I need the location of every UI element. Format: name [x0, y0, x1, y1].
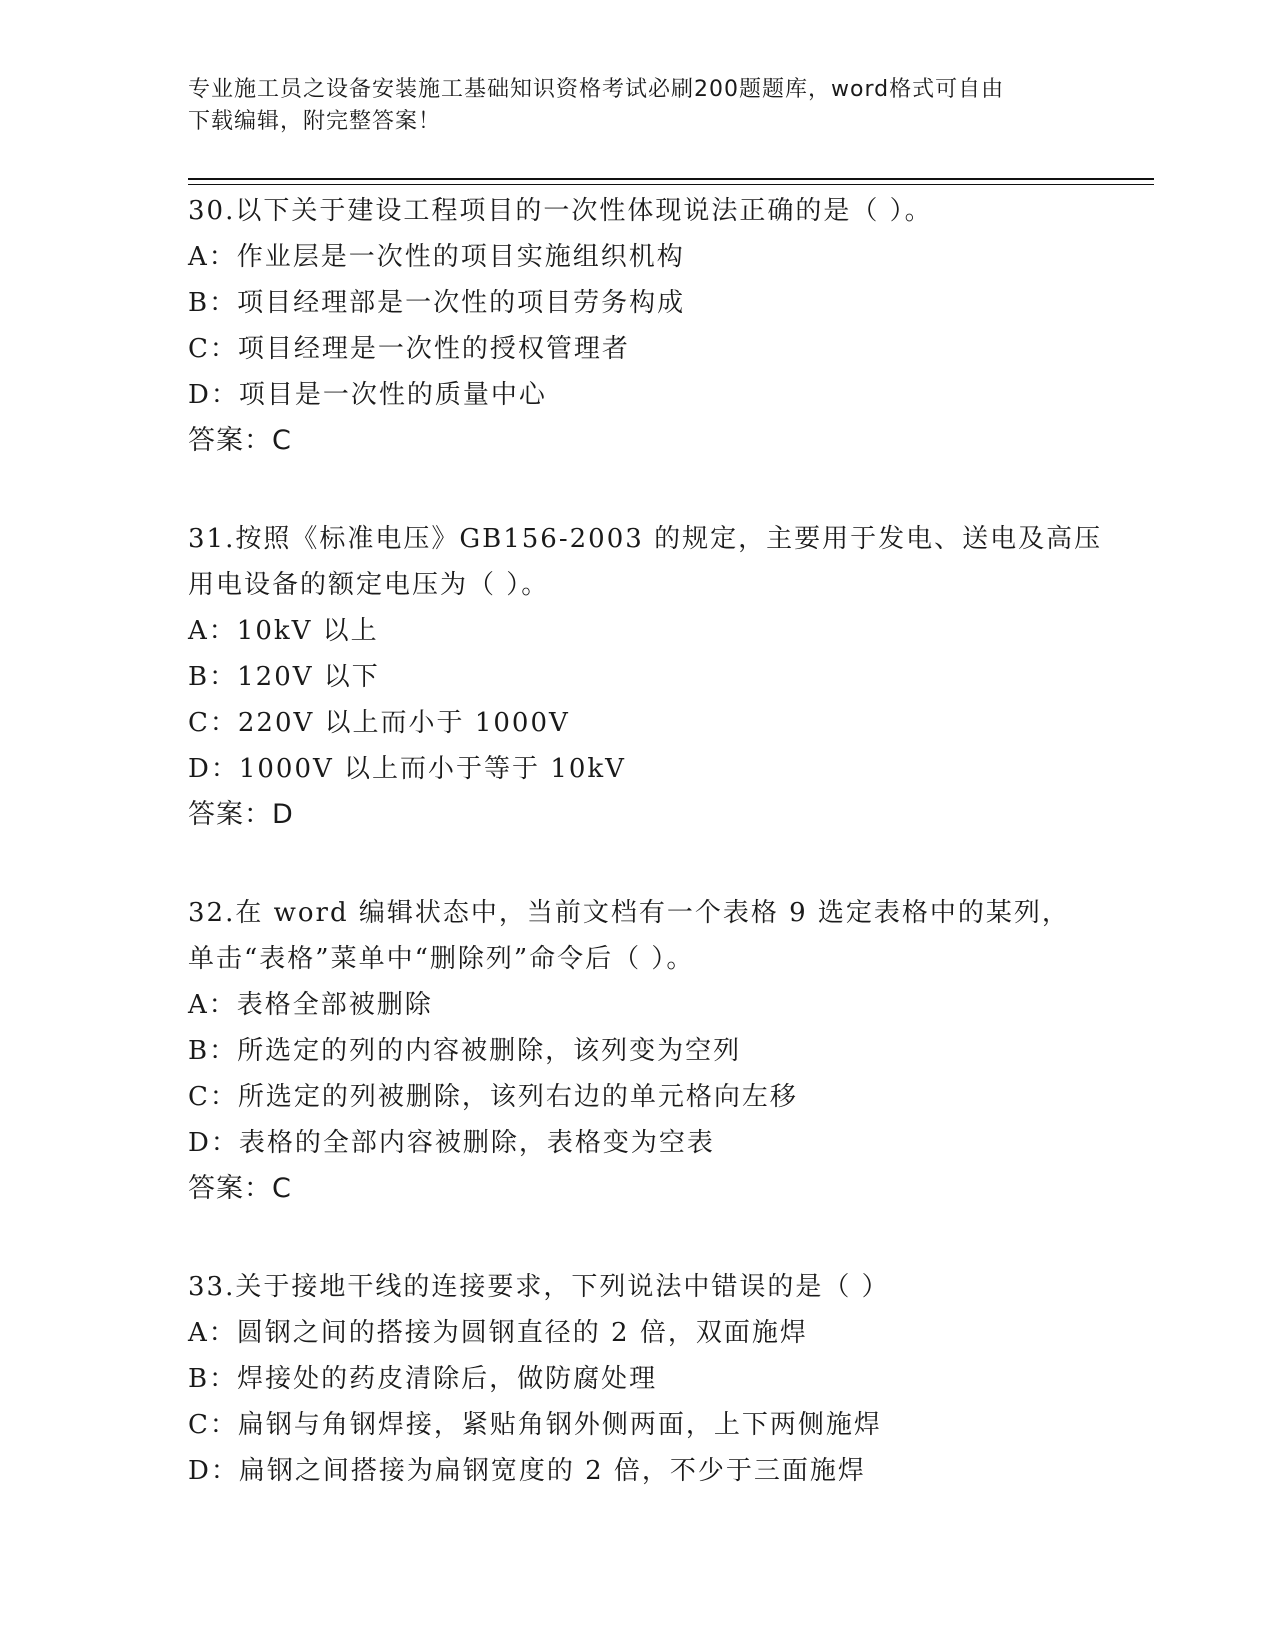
option-d: D：1000V 以上而小于等于 10kV [188, 754, 626, 784]
option-b: B：120V 以下 [188, 662, 380, 692]
option-b: B：焊接处的药皮清除后，做防腐处理 [188, 1364, 658, 1394]
question-stem: 33.关于接地干线的连接要求，下列说法中错误的是（ ） [188, 1272, 890, 1302]
option-c: C：扁钢与角钢焊接，紧贴角钢外侧两面，上下两侧施焊 [188, 1410, 882, 1440]
option-b: B：所选定的列的内容被删除，该列变为空列 [188, 1036, 742, 1066]
option-d: D：表格的全部内容被删除，表格变为空表 [188, 1128, 715, 1158]
question-stem-line-2: 用电设备的额定电压为（ ）。 [188, 570, 550, 600]
header-rule-thick [188, 178, 1154, 180]
question-list [188, 188, 1154, 1546]
question-32 [188, 890, 1154, 1212]
answer-label: 答案：C [188, 425, 292, 456]
question-33 [188, 1264, 1154, 1494]
question-stem-line-1: 31.按照《标准电压》GB156-2003 的规定，主要用于发电、送电及高压 [188, 524, 1103, 554]
answer-label: 答案：C [188, 1173, 292, 1204]
question-31 [188, 516, 1154, 838]
option-d: D：项目是一次性的质量中心 [188, 380, 547, 410]
option-a: A：作业层是一次性的项目实施组织机构 [188, 242, 685, 272]
question-stem-line-2: 单击“表格”菜单中“删除列”命令后（ ）。 [188, 944, 695, 974]
answer-label: 答案：D [188, 799, 294, 830]
option-d: D：扁钢之间搭接为扁钢宽度的 2 倍，不少于三面施焊 [188, 1456, 866, 1486]
header-line-1: 专业施工员之设备安装施工基础知识资格考试必刷200题题库，word格式可自由 [188, 77, 1005, 102]
question-stem: 30.以下关于建设工程项目的一次性体现说法正确的是（ ）。 [188, 196, 933, 226]
header-line-2: 下载编辑，附完整答案！ [188, 109, 442, 134]
option-b: B：项目经理部是一次性的项目劳务构成 [188, 288, 686, 318]
document-header [188, 74, 1088, 138]
option-c: C：所选定的列被删除，该列右边的单元格向左移 [188, 1082, 798, 1112]
option-a: A：10kV 以上 [188, 616, 379, 646]
question-stem-line-1: 32.在 word 编辑状态中，当前文档有一个表格 9 选定表格中的某列， [188, 898, 1070, 928]
question-30 [188, 188, 1154, 464]
option-a: A：圆钢之间的搭接为圆钢直径的 2 倍，双面施焊 [188, 1318, 808, 1348]
header-rule-thin [188, 184, 1154, 185]
option-a: A：表格全部被删除 [188, 990, 433, 1020]
option-c: C：项目经理是一次性的授权管理者 [188, 334, 630, 364]
option-c: C：220V 以上而小于 1000V [188, 708, 570, 738]
